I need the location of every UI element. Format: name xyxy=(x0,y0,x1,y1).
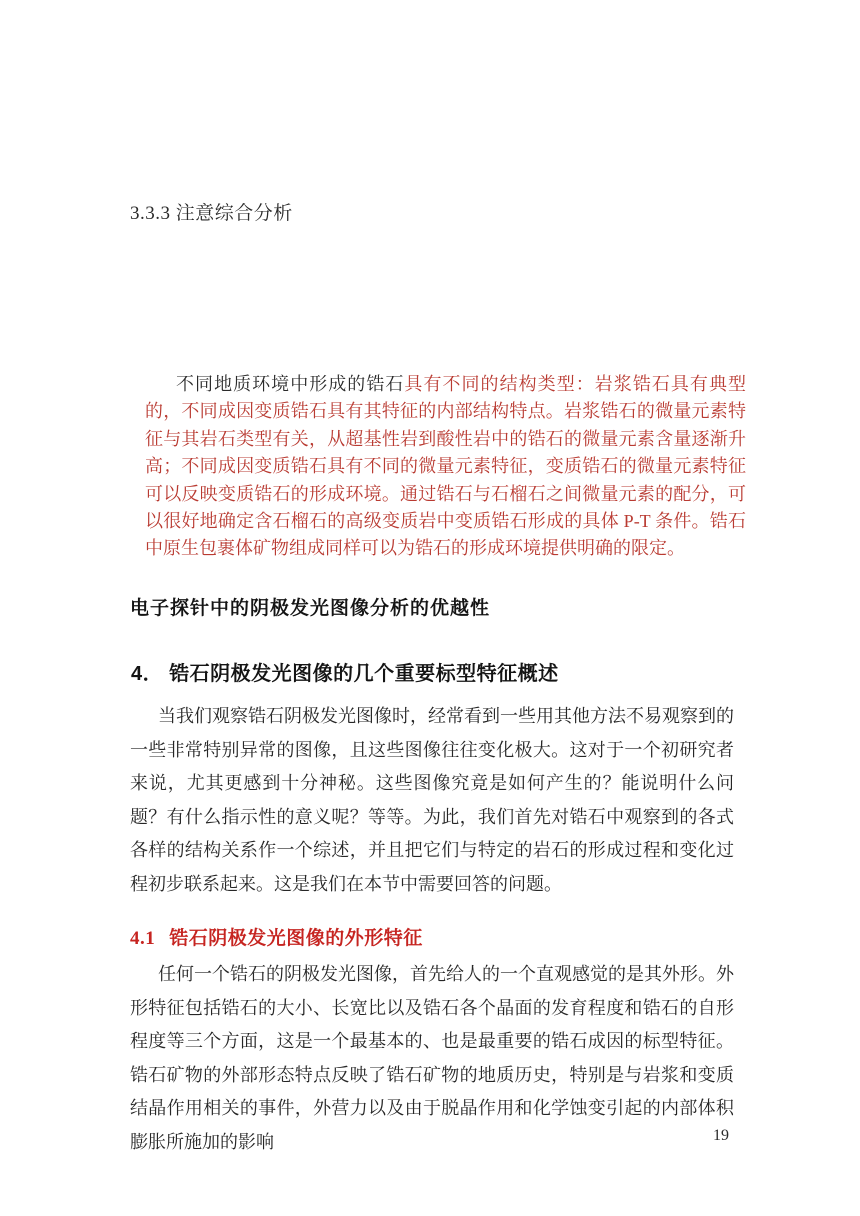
chapter-heading-4 xyxy=(131,657,559,686)
page-number: 19 xyxy=(713,1127,729,1144)
chapter-heading-4-number: 4． xyxy=(131,663,164,685)
section-heading-4-1 xyxy=(130,923,423,950)
section-heading-4-1-label: 锆石阴极发光图像的外形特征 xyxy=(169,928,423,949)
section-heading-4-1-number: 4.1 xyxy=(130,928,156,949)
section-heading-3-3-3: 3.3.3 注意综合分析 xyxy=(130,203,293,224)
body-paragraph-1: 当我们观察锆石阴极发光图像时，经常看到一些用其他方法不易观察到的一些非常特别异常的图像，且这些图像往往变化极大。这对于一个初研究者来说，尤其更感到十分神秘。这些图像究竟是如何产生的？能说明什么问题？有什么指示性的意义呢？等等。为此，我们首先对锆石中观察到的各式各样的结构关系作一个综述，并且把它们与特定的岩石的形成过程和变化过程初步联系起来。这是我们在本节中需要回答的问题。 xyxy=(130,706,734,894)
highlighted-quote-paragraph xyxy=(145,371,746,563)
subheading-epma-cl-advantages: 电子探针中的阴极发光图像分析的优越性 xyxy=(130,598,491,619)
quote-red-text: 具有不同的结构类型：岩浆锆石具有典型的，不同成因变质锆石具有其特征的内部结构特点。岩浆锆石的微量元素特征与其岩石类型有关，从超基性岩到酸性岩中的锆石的微量元素含量逐渐升高；不同成因变质锆石具有不同的微量元素特征，变质锆石的微量元素特征可以反映变质锆石的形成环境。通过锆石与石榴石之间微量元素的配分，可以很好地确定含石榴石的高级变质岩中变质锆石形成的具体 P-T 条件。锆石中原生包裹体矿物组成同样可以为锆石的形成环境提供明确的限定。 xyxy=(145,374,747,559)
body-paragraph-2: 任何一个锆石的阴极发光图像，首先给人的一个直观感觉的是其外形。外形特征包括锆石的大小、长宽比以及锆石各个晶面的发育程度和锆石的自形程度等三个方面，这是一个最基本的、也是最重要的锆石成因的标型特征。锆石矿物的外部形态特点反映了锆石矿物的地质历史，特别是与岩浆和变质结晶作用相关的事件，外营力以及由于脱晶作用和化学蚀变引起的内部体积膨胀所施加的影响 xyxy=(130,964,734,1152)
quote-lead-text: 不同地质环境中形成的锆石 xyxy=(176,374,405,394)
chapter-heading-4-label: 锆石阴极发光图像的几个重要标型特征概述 xyxy=(169,663,559,685)
